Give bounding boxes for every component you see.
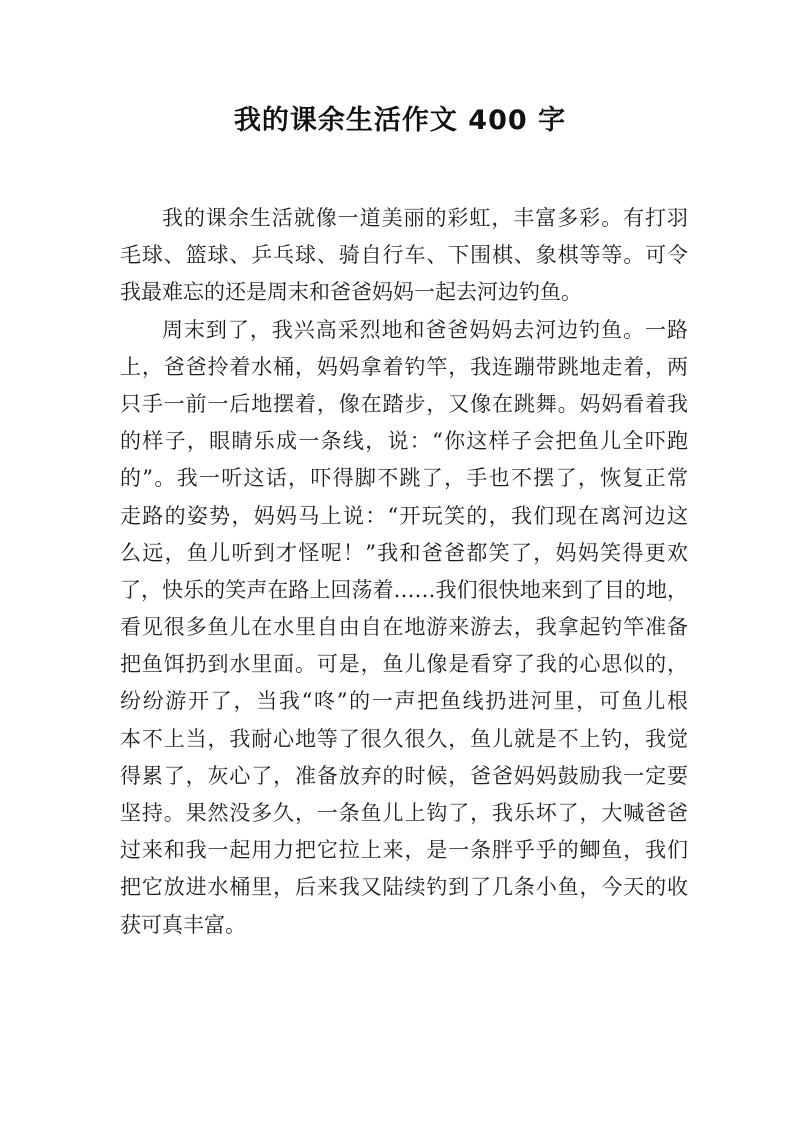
paragraph-line: 么远，鱼儿听到才怪呢！”我和爸爸都笑了，妈妈笑得更欢 (120, 540, 688, 565)
paragraph-line: 的样子，眼睛乐成一条线，说：“你这样子会把鱼儿全吓跑 (120, 429, 688, 454)
paragraph-line: 的”。我一听这话，吓得脚不跳了，手也不摆了，恢复正常 (120, 466, 688, 491)
paragraph-line: 我的课余生活就像一道美丽的彩虹，丰富多彩。有打羽 (162, 206, 688, 230)
paragraph-line: 把鱼饵扔到水里面。可是，鱼儿像是看穿了我的心思似的， (120, 652, 688, 677)
paragraph-line: 过来和我一起用力把它拉上来，是一条胖乎乎的鲫鱼，我们 (120, 838, 688, 863)
paragraph-line: 毛球、篮球、乒乓球、骑自行车、下围棋、象棋等等。可令 (120, 243, 688, 268)
paragraph-2 (120, 312, 688, 944)
paragraph-line: 看见很多鱼儿在水里自由自在地游来游去，我拿起钓竿准备 (120, 615, 688, 640)
paragraph-line: 本不上当，我耐心地等了很久很久，鱼儿就是不上钓，我觉 (120, 726, 688, 751)
document-title: 我的课余生活作文 400 字 (233, 105, 567, 136)
paragraph-line: 只手一前一后地摆着，像在踏步，又像在跳舞。妈妈看着我 (120, 391, 688, 416)
paragraph-line: 上，爸爸拎着水桶，妈妈拿着钓竿，我连蹦带跳地走着，两 (120, 354, 688, 379)
document-body (120, 200, 688, 944)
paragraph-line: 走路的姿势，妈妈马上说：“开玩笑的，我们现在离河边这 (120, 503, 688, 528)
paragraph-1 (120, 200, 688, 312)
paragraph-line: 获可真丰富。 (120, 912, 246, 937)
paragraph-line: 把它放进水桶里，后来我又陆续钓到了几条小鱼，今天的收 (120, 875, 688, 900)
paragraph-line: 得累了，灰心了，准备放弃的时候，爸爸妈妈鼓励我一定要 (120, 763, 688, 788)
paragraph-line: 纷纷游开了，当我“咚”的一声把鱼线扔进河里，可鱼儿根 (120, 689, 688, 714)
paragraph-line: 坚持。果然没多久，一条鱼儿上钩了，我乐坏了，大喊爸爸 (120, 801, 688, 825)
paragraph-line: 我最难忘的还是周末和爸爸妈妈一起去河边钓鱼。 (120, 280, 582, 305)
paragraph-line: 了，快乐的笑声在路上回荡着……我们很快地来到了目的地， (120, 577, 688, 602)
paragraph-line: 周末到了，我兴高采烈地和爸爸妈妈去河边钓鱼。一路 (162, 317, 688, 342)
